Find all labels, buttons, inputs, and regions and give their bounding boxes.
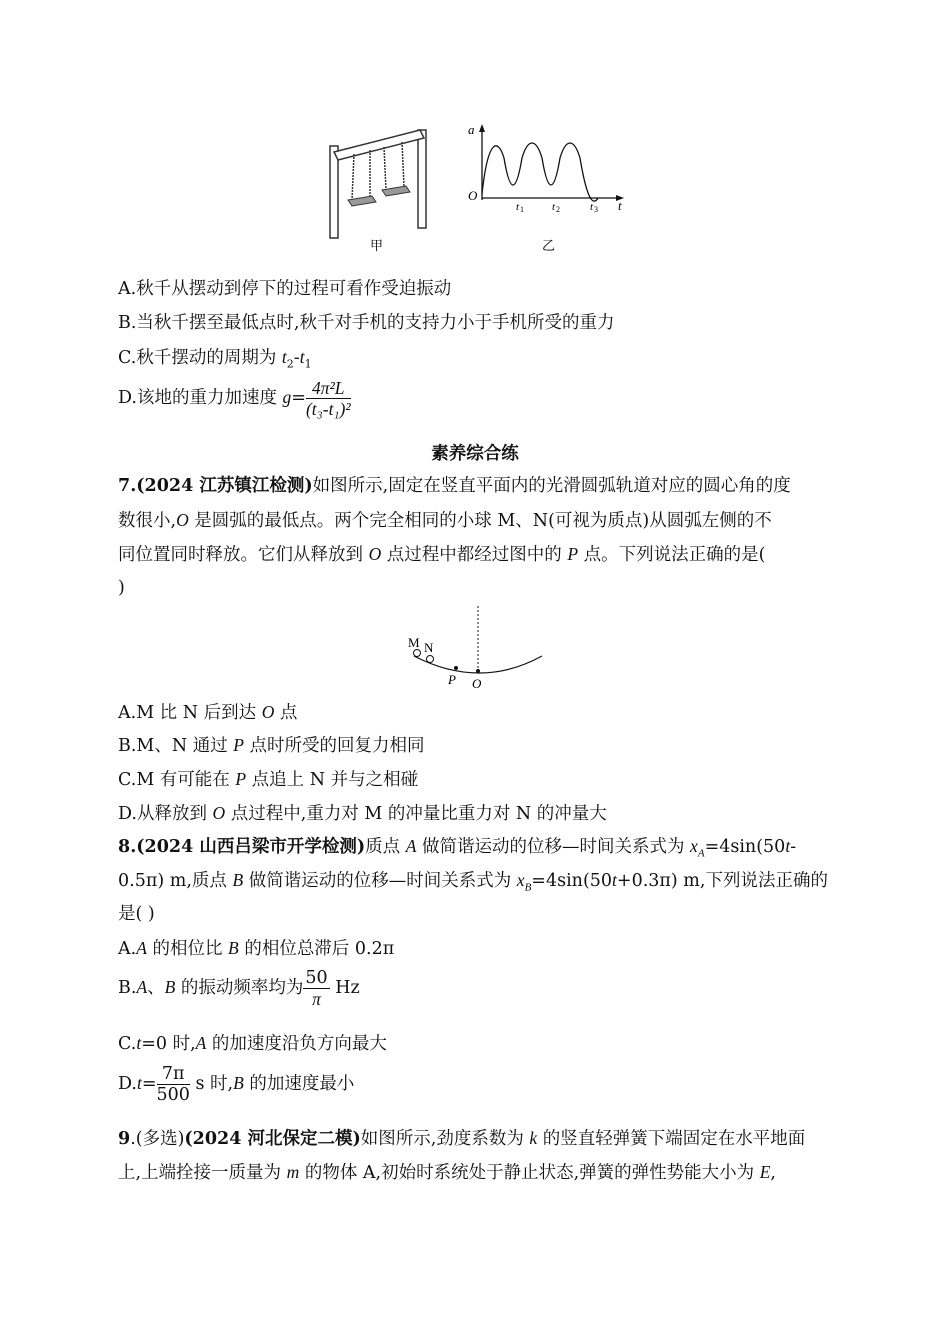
- label-yi: 乙: [542, 238, 556, 253]
- origin-label: O: [468, 188, 478, 203]
- q7-line4: ): [118, 578, 125, 598]
- label-p: P: [448, 672, 456, 687]
- t1-label: t: [516, 201, 520, 213]
- label-o: O: [472, 676, 482, 691]
- axis-t-label: t: [618, 198, 622, 213]
- t2-label: t: [552, 201, 556, 213]
- label-n: N: [424, 640, 434, 655]
- q6-option-d: D.该地的重力加速度 g= $\frac{\text{4π²L}}{\text{(t₃-t₁)²}}$: [118, 378, 351, 419]
- t1-sub: 1: [520, 205, 524, 214]
- axis-a-label: a: [468, 122, 475, 137]
- q8-option-a: A.A 的相位比 B 的相位总滞后 0.2π: [118, 938, 395, 959]
- ball-m: [414, 650, 421, 657]
- q8-option-b: B.A、B 的振动频率均为 $\frac{50}{\pi}$ Hz: [118, 968, 360, 1009]
- frequency-fraction: $\frac{50}{\pi}$: [305, 968, 328, 1009]
- gravity-formula: $\frac{\text{4π²L}}{\text{(t₃-t₁)²}}$: [305, 378, 351, 419]
- a-t-graph: [468, 122, 624, 214]
- q8-line3: 是( ): [118, 904, 155, 924]
- acceleration-curve: [482, 143, 598, 201]
- t2-sub: 2: [556, 205, 560, 214]
- q8-line2: 0.5π) m,质点 B 做简谐运动的位移—时间关系式为 $x_B=4\sin(50t+0.3\pi)$ m,下列说法正确的: [118, 870, 828, 894]
- section-title: 素养综合练: [431, 444, 519, 464]
- q7-option-a: A.M 比 N 后到达 O 点: [118, 702, 298, 723]
- label-jia: 甲: [370, 238, 384, 253]
- q7-option-c: C.M 有可能在 P 点追上 N 并与之相碰: [118, 769, 419, 790]
- t3-sub: 3: [594, 205, 598, 214]
- q6-option-b: B.当秋千摆至最低点时,秋千对手机的支持力小于手机所受的重力: [118, 313, 615, 333]
- swing-illustration: [330, 130, 426, 238]
- q8-line1: 8.(2024 山西吕梁市开学检测)质点 A 做简谐运动的位移—时间关系式为 $x_A=4\sin(50t-$: [118, 836, 797, 860]
- q8-option-d: D.t= $\frac{7\pi}{500}$ s 时,B 的加速度最小: [118, 1064, 355, 1105]
- q7-option-b: B.M、N 通过 P 点时所受的回复力相同: [118, 735, 425, 756]
- ball-n: [427, 656, 434, 663]
- q7-line1: 7.(2024 江苏镇江检测)如图所示,固定在竖直平面内的光滑圆弧轨道对应的圆心角的度: [118, 476, 791, 496]
- q6-option-c: C.秋千摆动的周期为 $t_2-t_1$: [118, 347, 312, 371]
- time-fraction: $\frac{7\pi}{500}$: [156, 1064, 190, 1105]
- q9-line1: 9.(多选)(2024 河北保定二模)如图所示,劲度系数为 k 的竖直轻弹簧下端固定在水平地面: [118, 1128, 806, 1149]
- q7-line3: 同位置同时释放。它们从释放到 O 点过程中都经过图中的 P 点。下列说法正确的是(: [118, 544, 766, 565]
- q7-line2: 数很小,O 是圆弧的最低点。两个完全相同的小球 M、N(可视为质点)从圆弧左侧的不: [118, 510, 772, 531]
- q8-option-c: C.t=0 时,A 的加速度沿负方向最大: [118, 1033, 387, 1054]
- figure-swing-and-graph: [320, 118, 640, 258]
- t3-label: t: [590, 201, 594, 213]
- label-m: M: [408, 635, 420, 650]
- q9-line2: 上,上端拴接一质量为 m 的物体 A,初始时系统处于静止状态,弹簧的弹性势能大小为 E,: [118, 1162, 776, 1183]
- figure-arc-track: [400, 600, 550, 692]
- point-o: [476, 669, 480, 673]
- point-p: [454, 666, 458, 670]
- q6-option-a: A.秋千从摆动到停下的过程可看作受迫振动: [118, 279, 452, 299]
- q7-option-d: D.从释放到 O 点过程中,重力对 M 的冲量比重力对 N 的冲量大: [118, 803, 607, 824]
